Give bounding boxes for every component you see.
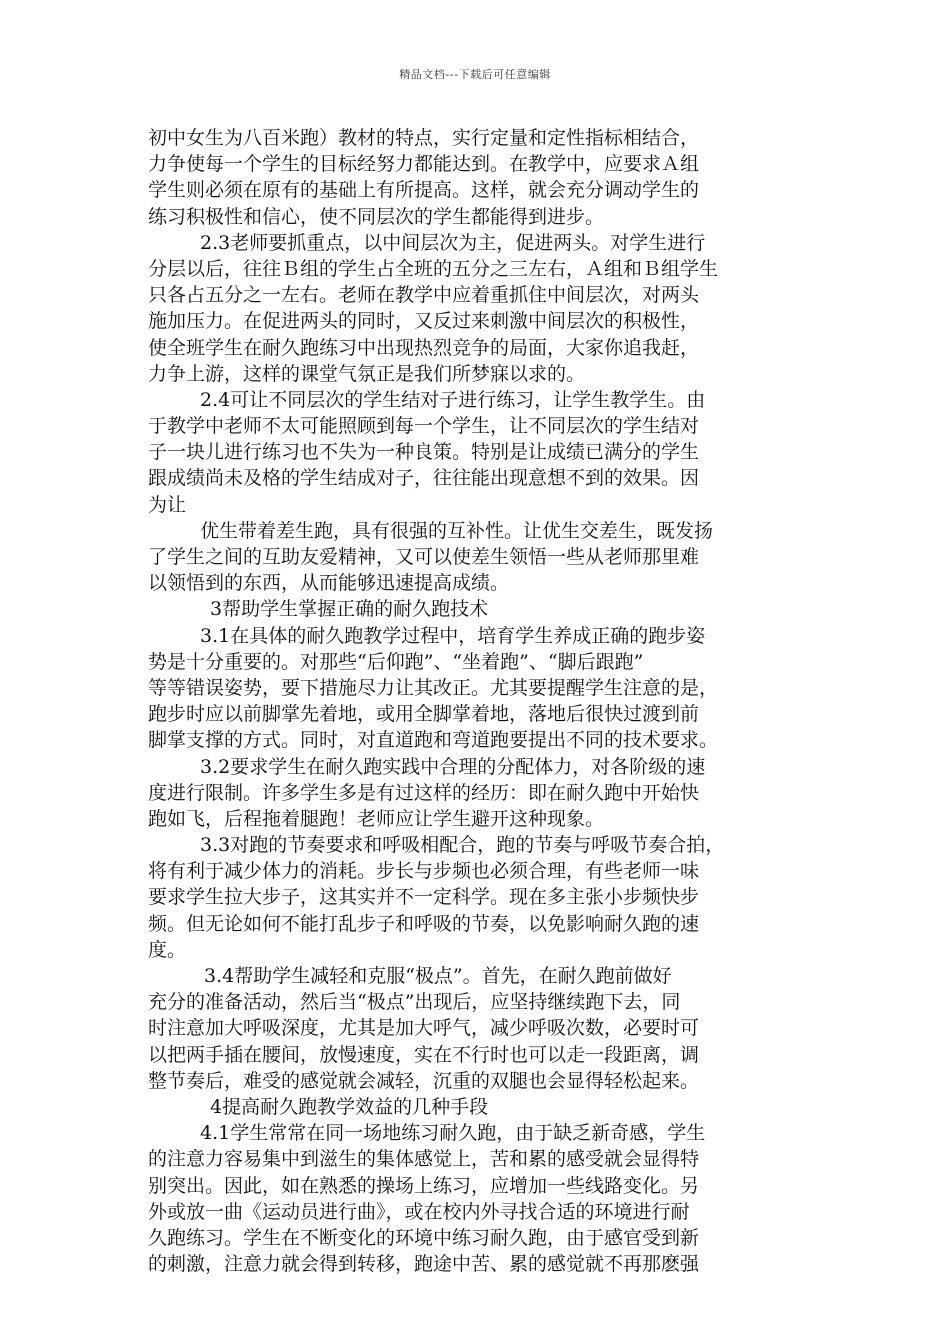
text-line: 3帮助学生掌握正确的耐久跑技术 bbox=[210, 598, 489, 621]
text-line: 3.4帮助学生减轻和克服“极点”。首先，在耐久跑前做好 bbox=[204, 965, 672, 987]
text-line: 优生带着差生跑，具有很强的互补性。让优生交差生，既发扬 bbox=[200, 519, 714, 542]
text-line: 4.1学生常常在同一场地练习耐久跑，由于缺乏新奇感，学生 bbox=[200, 1122, 706, 1145]
text-line: 度进行限制。许多学生多是有过这样的经历：即在耐久跑中开始快 bbox=[148, 781, 700, 804]
text-line: 频。但无论如何不能打乱步子和呼吸的节奏，以免影响耐久跑的速 bbox=[148, 912, 700, 935]
text-line: 力争使每一个学生的目标经努力都能达到。在教学中，应要求Ａ组 bbox=[148, 153, 700, 176]
text-line: 学生则必须在原有的基础上有所提高。这样，就会充分调动学生的 bbox=[148, 179, 700, 202]
text-line: 时注意加大呼吸深度，尤其是加大呼气，减少呼吸次数，必要时可 bbox=[148, 1017, 700, 1040]
text-line: 3.2要求学生在耐久跑实践中合理的分配体力，对各阶级的速 bbox=[200, 755, 706, 778]
text-line: 等等错误姿势，要下措施尽力让其改正。尤其要提醒学生注意的是， bbox=[148, 676, 719, 699]
text-line: 要求学生拉大步子，这其实并不一定科学。现在多主张小步频快步 bbox=[148, 886, 700, 909]
text-line: 3.3对跑的节奏要求和呼吸相配合，跑的节奏与呼吸节奏合拍， bbox=[200, 834, 725, 857]
text-line: 外或放一曲《运动员进行曲》，或在校内外寻找合适的环境进行耐 bbox=[148, 1200, 690, 1223]
text-line: 跑步时应以前脚掌先着地，或用全脚掌着地，落地后很快过渡到前 bbox=[148, 703, 700, 726]
text-line: 的刺激，注意力就会得到转移，跑途中苦、累的感觉就不再那麽强 bbox=[148, 1253, 700, 1276]
text-line: 子一块儿进行练习也不失为一种良策。特别是让成绩已满分的学生 bbox=[148, 441, 700, 464]
text-line: 分层以后，往往Ｂ组的学生占全班的五分之三左右，Ａ组和Ｂ组学生 bbox=[148, 257, 719, 280]
text-line: 久跑练习。学生在不断变化的环境中练习耐久跑，由于感官受到新 bbox=[148, 1226, 700, 1249]
text-line: 使全班学生在耐久跑练习中出现热烈竞争的局面，大家你追我赶， bbox=[148, 336, 700, 359]
text-line: 势是十分重要的。对那些“后仰跑”、“坐着跑”、“脚后跟跑” bbox=[148, 650, 644, 673]
text-line: 练习积极性和信心，使不同层次的学生都能得到进步。 bbox=[148, 205, 605, 228]
text-line: 初中女生为八百米跑）教材的特点，实行定量和定性指标相结合， bbox=[148, 127, 700, 149]
text-line: 力争上游，这样的课堂气氛正是我们所梦寐以求的。 bbox=[148, 362, 586, 385]
text-line: 只各占五分之一左右。老师在教学中应着重抓住中间层次，对两头 bbox=[148, 284, 700, 307]
text-line: 脚掌支撑的方式。同时，对直道跑和弯道跑要提出不同的技术要求。 bbox=[148, 729, 719, 752]
text-line: 跑如飞，后程拖着腿跑！老师应让学生避开这种现象。 bbox=[148, 807, 605, 830]
text-line: 4提高耐久跑教学效益的几种手段 bbox=[210, 1095, 489, 1118]
document-body bbox=[148, 125, 808, 1277]
text-line: 将有利于减少体力的消耗。步长与步频也必须合理，有些老师一味 bbox=[148, 860, 700, 883]
text-line: 的注意力容易集中到滋生的集体感觉上，苦和累的感受就会显得特 bbox=[148, 1148, 700, 1171]
text-line: 为让 bbox=[148, 493, 187, 516]
text-line: 充分的准备活动，然后当“极点”出现后，应坚持继续跑下去，同 bbox=[148, 991, 681, 1014]
page-header: 精品文档---下载后可任意编辑 bbox=[399, 68, 551, 81]
text-line: 别突出。因此，如在熟悉的操场上练习，应增加一些线路变化。另 bbox=[148, 1174, 700, 1197]
text-line: 了学生之间的互助友爱精神，又可以使差生领悟一些从老师那里难 bbox=[148, 546, 700, 568]
text-line: 度。 bbox=[148, 938, 187, 961]
text-line: 施加压力。在促进两头的同时，又反过来刺激中间层次的积极性， bbox=[148, 310, 700, 333]
text-line: 2.4可让不同层次的学生结对子进行练习，让学生教学生。由 bbox=[200, 388, 706, 411]
text-line: 于教学中老师不太可能照顾到每一个学生，让不同层次的学生结对 bbox=[148, 415, 700, 438]
text-line: 整节奏后，难受的感觉就会减轻，沉重的双腿也会显得轻松起来。 bbox=[148, 1069, 700, 1092]
text-line: 2.3老师要抓重点，以中间层次为主，促进两头。对学生进行 bbox=[200, 231, 706, 254]
text-line: 以领悟到的东西，从而能够迅速提高成绩。 bbox=[148, 572, 510, 595]
text-line: 3.1在具体的耐久跑教学过程中，培育学生养成正确的跑步姿 bbox=[200, 624, 706, 647]
text-line: 跟成绩尚未及格的学生结成对子，往往能出现意想不到的效果。因 bbox=[148, 467, 700, 490]
text-line: 以把两手插在腰间，放慢速度，实在不行时也可以走一段距离，调 bbox=[148, 1043, 700, 1066]
